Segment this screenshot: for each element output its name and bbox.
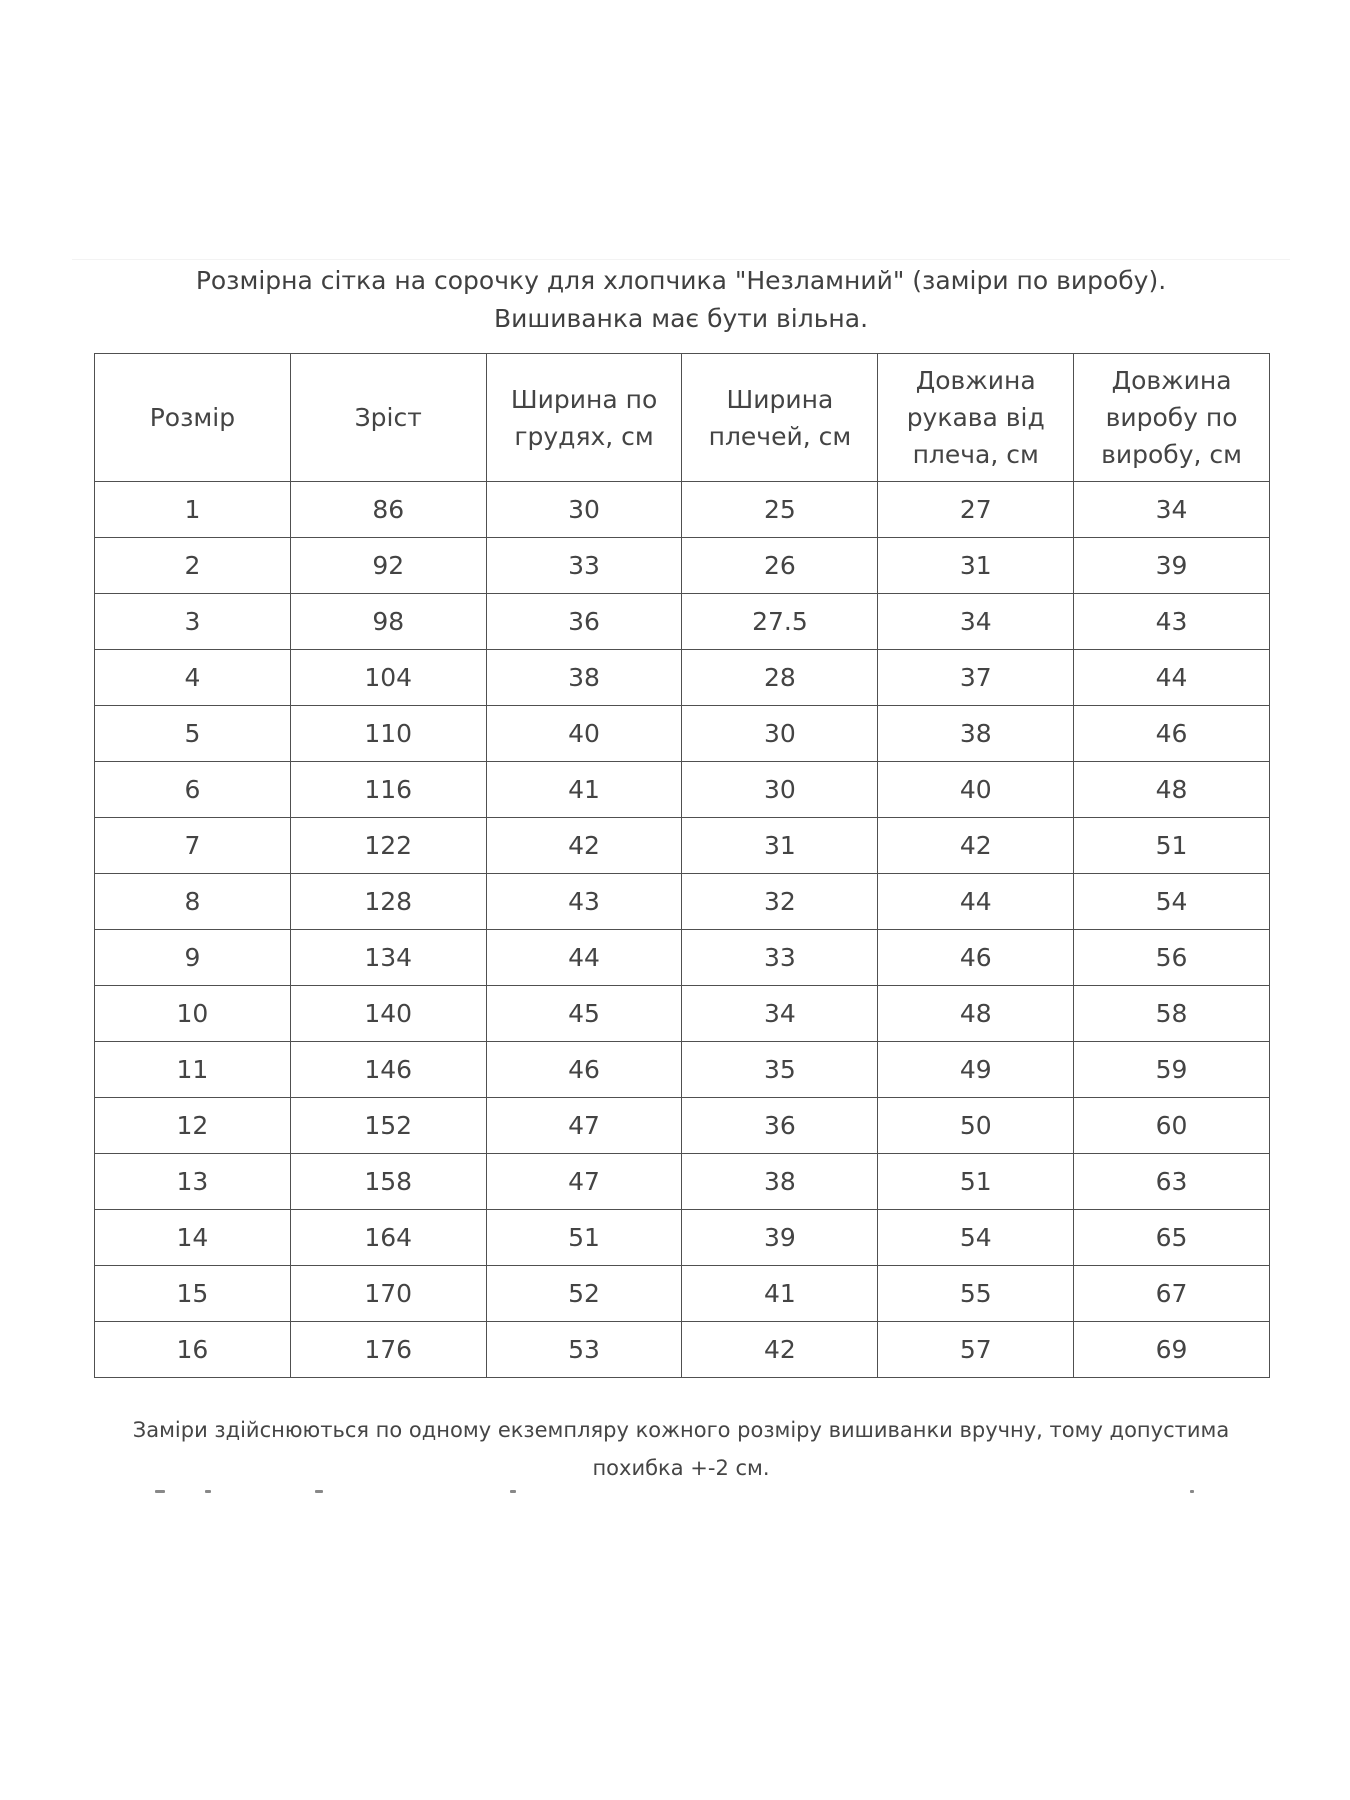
table-row <box>95 1098 1270 1154</box>
cell-chest-width: 44 <box>486 930 682 986</box>
table-row <box>95 986 1270 1042</box>
cell-height: 128 <box>290 874 486 930</box>
cell-size: 4 <box>95 650 291 706</box>
cell-sleeve-length: 54 <box>878 1210 1074 1266</box>
cell-sleeve-length: 27 <box>878 482 1074 538</box>
header-height: Зріст <box>290 354 486 482</box>
cell-height: 92 <box>290 538 486 594</box>
table-row <box>95 762 1270 818</box>
header-garment-length: Довжина виробу по виробу, см <box>1074 354 1270 482</box>
cell-sleeve-length: 38 <box>878 706 1074 762</box>
cell-garment-length: 56 <box>1074 930 1270 986</box>
cell-sleeve-length: 57 <box>878 1322 1074 1378</box>
cell-shoulder-width: 28 <box>682 650 878 706</box>
cell-sleeve-length: 55 <box>878 1266 1074 1322</box>
page-title <box>72 262 1290 338</box>
cell-sleeve-length: 31 <box>878 538 1074 594</box>
table-row <box>95 818 1270 874</box>
cell-sleeve-length: 44 <box>878 874 1074 930</box>
cell-height: 170 <box>290 1266 486 1322</box>
cell-sleeve-length: 42 <box>878 818 1074 874</box>
cell-chest-width: 30 <box>486 482 682 538</box>
cell-height: 104 <box>290 650 486 706</box>
cell-chest-width: 38 <box>486 650 682 706</box>
cell-size: 10 <box>95 986 291 1042</box>
cell-chest-width: 47 <box>486 1154 682 1210</box>
cell-size: 2 <box>95 538 291 594</box>
table-row <box>95 706 1270 762</box>
title-line-2: Вишиванка має бути вільна. <box>493 304 869 333</box>
cell-chest-width: 53 <box>486 1322 682 1378</box>
note-line-2: похибка +-2 см. <box>592 1456 770 1480</box>
cell-size: 9 <box>95 930 291 986</box>
header-shoulder-width: Ширина плечей, см <box>682 354 878 482</box>
cell-size: 12 <box>95 1098 291 1154</box>
cell-chest-width: 41 <box>486 762 682 818</box>
cell-height: 116 <box>290 762 486 818</box>
cropped-text-fragment <box>150 1490 1200 1496</box>
header-sleeve-length: Довжина рукава від плеча, см <box>878 354 1074 482</box>
cell-shoulder-width: 38 <box>682 1154 878 1210</box>
cell-garment-length: 44 <box>1074 650 1270 706</box>
cell-height: 146 <box>290 1042 486 1098</box>
cell-sleeve-length: 49 <box>878 1042 1074 1098</box>
table-row <box>95 594 1270 650</box>
table-row <box>95 930 1270 986</box>
cell-shoulder-width: 31 <box>682 818 878 874</box>
cell-size: 13 <box>95 1154 291 1210</box>
top-divider <box>72 259 1290 260</box>
note-line-1: Заміри здійснюються по одному екземпляру кожного розміру вишиванки вручну, тому допустима <box>132 1418 1230 1442</box>
table-row <box>95 1266 1270 1322</box>
cell-garment-length: 51 <box>1074 818 1270 874</box>
table-row <box>95 874 1270 930</box>
cell-shoulder-width: 32 <box>682 874 878 930</box>
cell-garment-length: 69 <box>1074 1322 1270 1378</box>
cell-shoulder-width: 30 <box>682 762 878 818</box>
cell-height: 158 <box>290 1154 486 1210</box>
cell-size: 6 <box>95 762 291 818</box>
cell-size: 11 <box>95 1042 291 1098</box>
cell-garment-length: 63 <box>1074 1154 1270 1210</box>
cell-size: 15 <box>95 1266 291 1322</box>
cell-shoulder-width: 36 <box>682 1098 878 1154</box>
cell-height: 140 <box>290 986 486 1042</box>
table-row <box>95 538 1270 594</box>
cell-shoulder-width: 35 <box>682 1042 878 1098</box>
table-header-row <box>95 354 1270 482</box>
cell-sleeve-length: 40 <box>878 762 1074 818</box>
cell-chest-width: 36 <box>486 594 682 650</box>
cell-shoulder-width: 41 <box>682 1266 878 1322</box>
cell-height: 86 <box>290 482 486 538</box>
cell-garment-length: 43 <box>1074 594 1270 650</box>
cell-chest-width: 43 <box>486 874 682 930</box>
cell-chest-width: 40 <box>486 706 682 762</box>
table-row <box>95 650 1270 706</box>
table-row <box>95 1042 1270 1098</box>
cell-garment-length: 59 <box>1074 1042 1270 1098</box>
cell-chest-width: 45 <box>486 986 682 1042</box>
cell-chest-width: 42 <box>486 818 682 874</box>
cell-size: 1 <box>95 482 291 538</box>
cell-shoulder-width: 27.5 <box>682 594 878 650</box>
cell-garment-length: 60 <box>1074 1098 1270 1154</box>
cell-shoulder-width: 39 <box>682 1210 878 1266</box>
cell-height: 176 <box>290 1322 486 1378</box>
cell-size: 3 <box>95 594 291 650</box>
cell-garment-length: 65 <box>1074 1210 1270 1266</box>
table-row <box>95 1210 1270 1266</box>
cell-height: 152 <box>290 1098 486 1154</box>
cell-shoulder-width: 30 <box>682 706 878 762</box>
cell-chest-width: 52 <box>486 1266 682 1322</box>
cell-shoulder-width: 42 <box>682 1322 878 1378</box>
cell-height: 134 <box>290 930 486 986</box>
cell-shoulder-width: 34 <box>682 986 878 1042</box>
cell-garment-length: 58 <box>1074 986 1270 1042</box>
table-row <box>95 1322 1270 1378</box>
table-body <box>95 482 1270 1378</box>
cell-sleeve-length: 50 <box>878 1098 1074 1154</box>
cell-sleeve-length: 46 <box>878 930 1074 986</box>
cell-shoulder-width: 25 <box>682 482 878 538</box>
cell-shoulder-width: 26 <box>682 538 878 594</box>
table-row <box>95 1154 1270 1210</box>
cell-sleeve-length: 37 <box>878 650 1074 706</box>
cell-sleeve-length: 51 <box>878 1154 1074 1210</box>
cell-sleeve-length: 48 <box>878 986 1074 1042</box>
cell-sleeve-length: 34 <box>878 594 1074 650</box>
title-line-1: Розмірна сітка на сорочку для хлопчика "Незламний" (заміри по виробу). <box>195 266 1167 295</box>
cell-shoulder-width: 33 <box>682 930 878 986</box>
cell-chest-width: 46 <box>486 1042 682 1098</box>
cell-chest-width: 47 <box>486 1098 682 1154</box>
cell-garment-length: 34 <box>1074 482 1270 538</box>
cell-garment-length: 48 <box>1074 762 1270 818</box>
size-chart-table <box>94 353 1270 1378</box>
cell-garment-length: 54 <box>1074 874 1270 930</box>
header-chest-width: Ширина по грудях, см <box>486 354 682 482</box>
cell-size: 14 <box>95 1210 291 1266</box>
measurement-note <box>72 1411 1290 1487</box>
cell-garment-length: 39 <box>1074 538 1270 594</box>
cell-size: 16 <box>95 1322 291 1378</box>
cell-garment-length: 67 <box>1074 1266 1270 1322</box>
cell-height: 110 <box>290 706 486 762</box>
cell-height: 164 <box>290 1210 486 1266</box>
cell-size: 7 <box>95 818 291 874</box>
cell-chest-width: 33 <box>486 538 682 594</box>
cell-chest-width: 51 <box>486 1210 682 1266</box>
cell-height: 122 <box>290 818 486 874</box>
cell-height: 98 <box>290 594 486 650</box>
cell-garment-length: 46 <box>1074 706 1270 762</box>
header-size: Розмір <box>95 354 291 482</box>
cell-size: 5 <box>95 706 291 762</box>
table-row <box>95 482 1270 538</box>
cell-size: 8 <box>95 874 291 930</box>
